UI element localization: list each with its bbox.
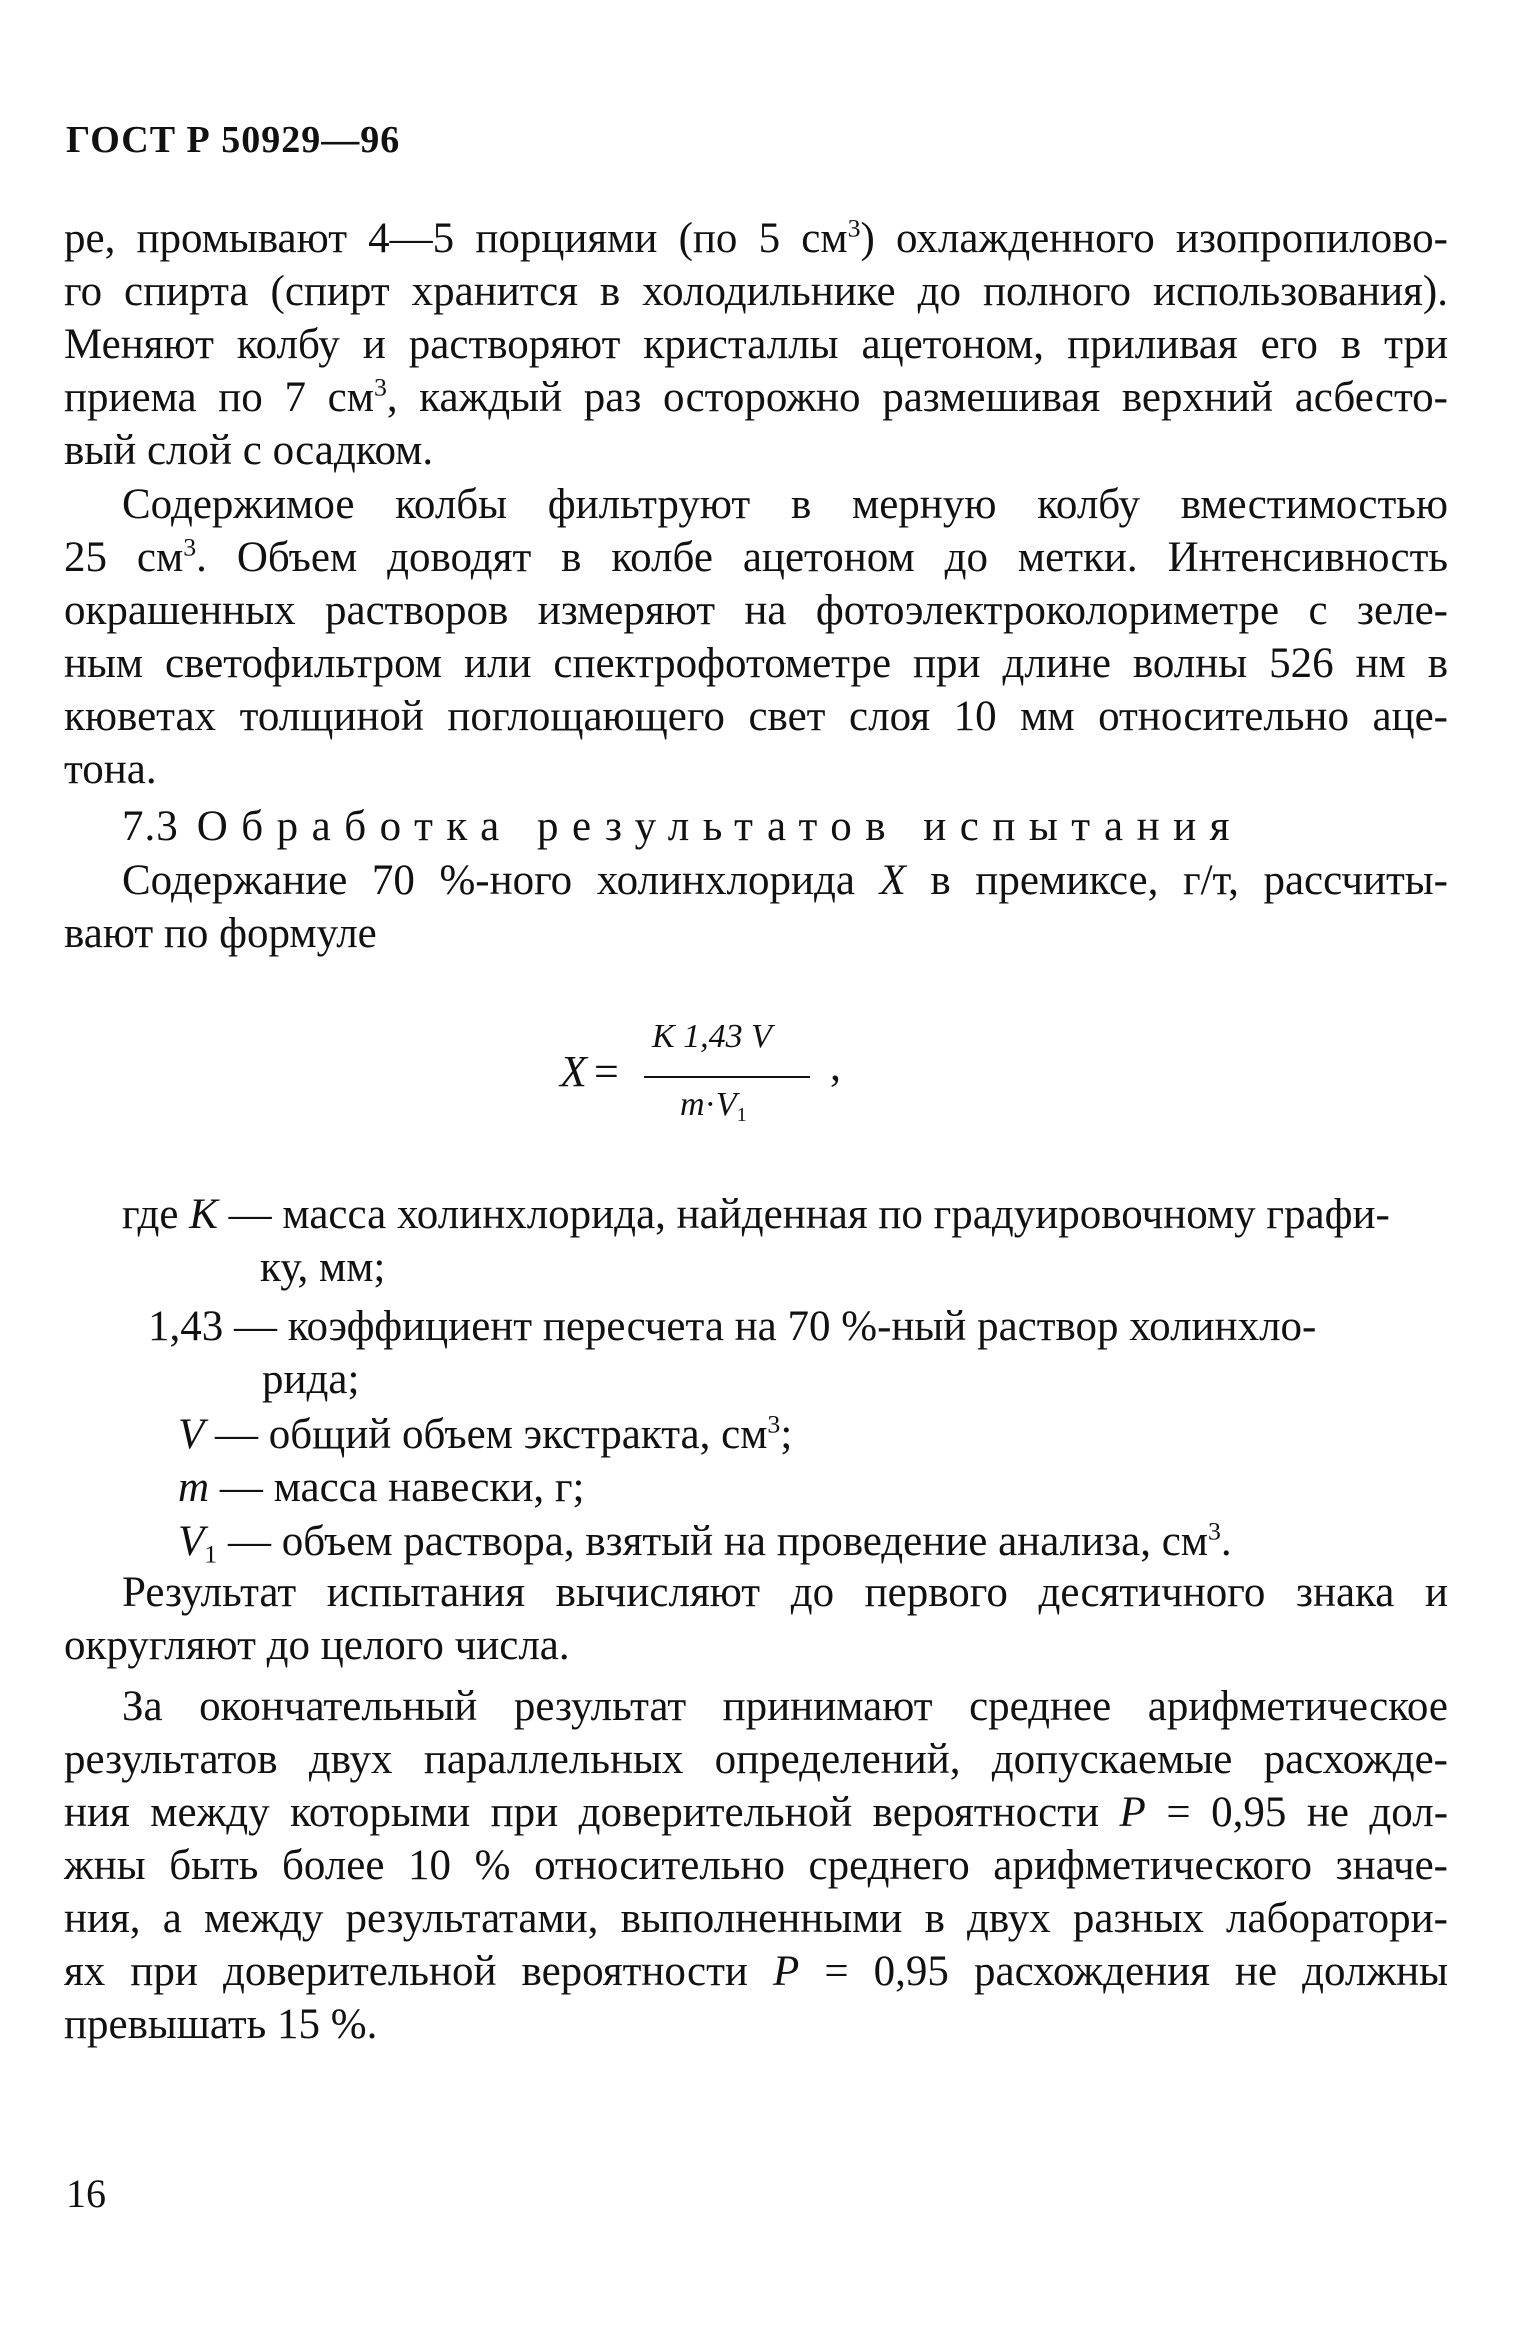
legend-text: — масса навески, г; xyxy=(209,1464,585,1511)
section-title: Обработка результатов испытания xyxy=(196,803,1243,850)
text-span: ях при доверительной вероятности xyxy=(64,1948,773,1995)
legend-text: — объем раствора, взятый на проведение анализа, см xyxy=(217,1518,1208,1565)
text-line xyxy=(64,854,1448,907)
text-line: превышать 15 %. xyxy=(64,2001,378,2048)
text-line: вый слой с осадком. xyxy=(64,427,434,474)
legend-k-cont: ку, мм; xyxy=(260,1244,386,1291)
text-line: го спирта (спирт хранится в холодильнике до полного использования). xyxy=(64,268,1448,315)
text-span: ; xyxy=(780,1411,793,1458)
text-line: окрашенных растворов измеряют на фотоэлектроколориметре с зеле- xyxy=(64,587,1448,634)
text-line: Содержимое колбы фильтруют в мерную колбу вместимостью xyxy=(122,481,1448,528)
text-line: тона. xyxy=(64,746,157,793)
text-span: ния между которыми при доверительной вероятности xyxy=(64,1789,1120,1836)
text-line: округляют до целого числа. xyxy=(64,1622,570,1669)
text-line xyxy=(64,1945,1448,1998)
legend-where: где xyxy=(122,1191,179,1238)
variable-x: X xyxy=(879,857,906,904)
legend-k xyxy=(122,1188,1390,1241)
variable-p: P xyxy=(1119,1789,1146,1836)
legend-var: V xyxy=(178,1518,205,1565)
text-span: ре, промывают 4—5 порциями (по 5 см xyxy=(64,215,848,262)
text-line xyxy=(64,371,1448,424)
formula-lhs: X xyxy=(560,1047,587,1096)
legend-var: 1,43 xyxy=(148,1303,224,1350)
text-line: жны быть более 10 % относительно среднего арифметического значе- xyxy=(64,1842,1448,1889)
legend-coef xyxy=(148,1300,1316,1353)
legend-v xyxy=(178,1408,792,1461)
text-span: ) охлажденного изопропилово- xyxy=(860,215,1448,262)
superscript: 3 xyxy=(767,1409,781,1439)
legend-text: — общий объем экстракта, см xyxy=(204,1411,768,1458)
text-line xyxy=(64,531,1448,584)
text-line xyxy=(64,212,1448,265)
superscript: 3 xyxy=(1208,1516,1221,1546)
text-span: в премиксе, г/т, рассчиты- xyxy=(905,857,1448,904)
superscript: 3 xyxy=(373,372,387,402)
fraction-bar xyxy=(644,1076,810,1078)
section-number: 7.3 xyxy=(122,803,179,850)
legend-coef-cont: рида; xyxy=(262,1356,360,1403)
formula-comma: , xyxy=(830,1041,841,1090)
section-heading xyxy=(122,800,1243,853)
denominator-m: m xyxy=(680,1086,705,1123)
text-line: За окончательный результат принимают среднее арифметическое xyxy=(122,1683,1448,1730)
formula-numerator xyxy=(652,1018,772,1056)
text-span: Содержание 70 %-ного холинхлорида xyxy=(122,857,880,904)
legend-var: m xyxy=(178,1464,210,1511)
legend-text: — коэффициент пересчета на 70 %-ный раствор холинхло- xyxy=(223,1303,1317,1350)
text-span: = 0,95 расхождения не должны xyxy=(799,1948,1448,1995)
variable-p: P xyxy=(772,1948,800,1995)
denominator-dot: · xyxy=(704,1086,716,1123)
subscript: 1 xyxy=(204,1539,218,1569)
text-line: ным светофильтром или спектрофотометре при длине волны 526 нм в xyxy=(64,640,1448,687)
text-line: Результат испытания вычисляют до первого десятичного знака и xyxy=(122,1569,1448,1616)
numerator-text: K 1,43 V xyxy=(652,1018,772,1055)
text-line: вают по формуле xyxy=(64,910,377,957)
legend-text: — масса холинхлорида, найденная по градуировочному графи- xyxy=(217,1191,1390,1238)
text-line xyxy=(64,1786,1448,1839)
formula xyxy=(560,1018,860,1138)
formula-equals: = xyxy=(594,1047,619,1096)
text-span: . Объем доводят в колбе ацетоном до метки. Интенсивность xyxy=(196,534,1449,581)
text-line: ния, а между результатами, выполненными в двух разных лаборатори- xyxy=(64,1895,1448,1942)
denominator-subscript: 1 xyxy=(736,1104,747,1127)
formula-denominator xyxy=(680,1086,747,1127)
legend-v1 xyxy=(178,1515,1232,1568)
denominator-v: V xyxy=(715,1086,737,1123)
superscript: 3 xyxy=(847,213,861,243)
superscript: 3 xyxy=(183,532,197,562)
standard-code-header: ГОСТ Р 50929—96 xyxy=(66,119,401,161)
text-span: , каждый раз осторожно размешивая верхний асбесто- xyxy=(386,374,1448,421)
text-line: кюветах толщиной поглощающего свет слоя 10 мм относительно аце- xyxy=(64,693,1448,740)
text-line: результатов двух параллельных определений, допускаемые расхожде- xyxy=(64,1736,1448,1783)
text-line: Меняют колбу и растворяют кристаллы ацетоном, приливая его в три xyxy=(64,321,1448,368)
legend-var: K xyxy=(189,1191,218,1238)
text-span: . xyxy=(1220,1518,1232,1565)
legend-var: V xyxy=(178,1411,205,1458)
legend-m xyxy=(178,1461,584,1514)
text-span: приема по 7 см xyxy=(64,374,374,421)
page-number: 16 xyxy=(66,2171,106,2216)
text-span: = 0,95 не дол- xyxy=(1145,1789,1449,1836)
text-span: 25 см xyxy=(64,534,184,581)
